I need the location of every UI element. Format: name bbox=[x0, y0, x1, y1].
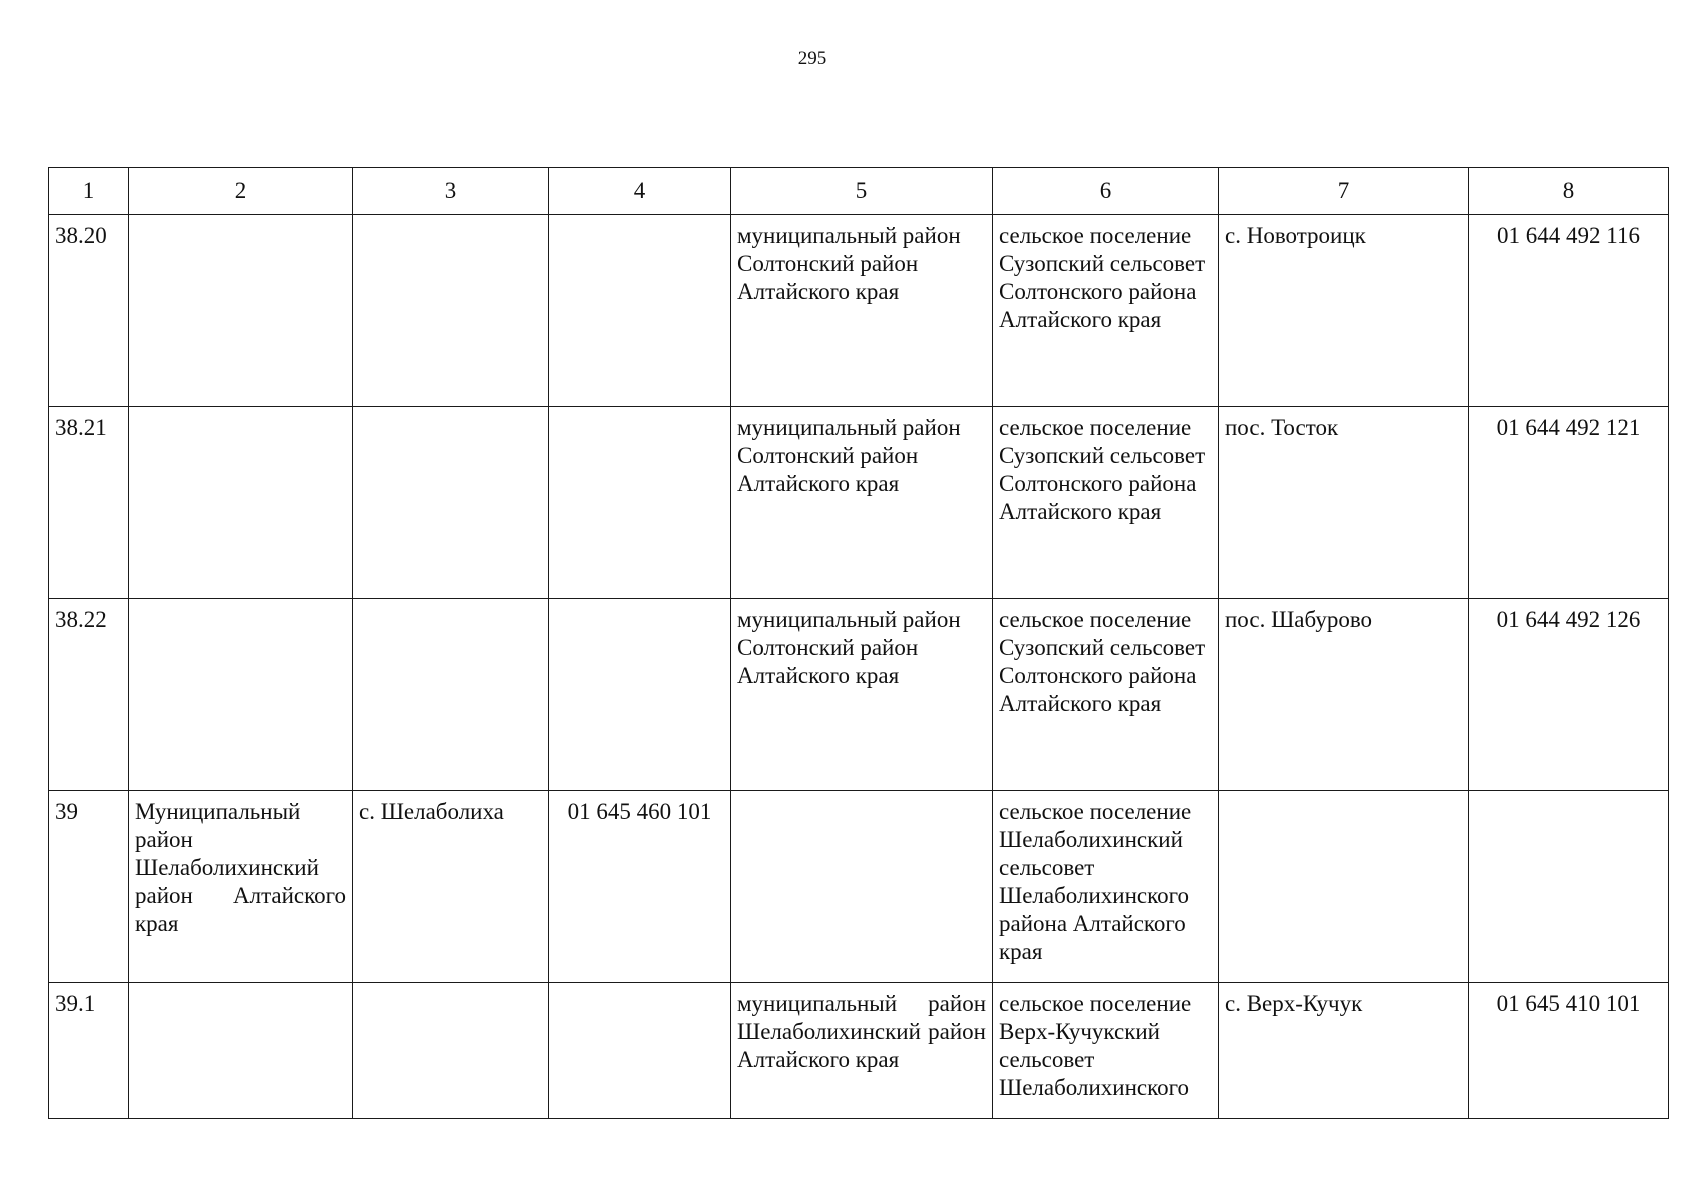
center-code-cell bbox=[549, 983, 731, 1119]
district-cell bbox=[129, 983, 353, 1119]
locality-cell: пос. Тосток bbox=[1219, 407, 1469, 599]
locality-cell bbox=[1219, 791, 1469, 983]
municipal-district-cell bbox=[731, 791, 993, 983]
page-number: 295 bbox=[797, 48, 827, 69]
column-header-8: 8 bbox=[1469, 168, 1669, 215]
locality-code-cell bbox=[1469, 791, 1669, 983]
center-code-cell: 01 645 460 101 bbox=[549, 791, 731, 983]
locality-cell: с. Верх-Кучук bbox=[1219, 983, 1469, 1119]
column-header-6: 6 bbox=[993, 168, 1219, 215]
admin-center-cell bbox=[353, 407, 549, 599]
admin-center-cell bbox=[353, 983, 549, 1119]
center-code-cell bbox=[549, 599, 731, 791]
table-row bbox=[49, 407, 1669, 599]
municipal-district-cell: муниципальный район Шелаболихинский район Алтайского края bbox=[731, 983, 993, 1119]
district-cell bbox=[129, 407, 353, 599]
municipal-district-cell: муниципальный район Солтонский район Алтайского края bbox=[731, 215, 993, 407]
row-number-cell: 38.22 bbox=[49, 599, 129, 791]
table-row bbox=[49, 983, 1669, 1119]
column-header-1: 1 bbox=[49, 168, 129, 215]
column-header-5: 5 bbox=[731, 168, 993, 215]
locality-code-cell: 01 644 492 116 bbox=[1469, 215, 1669, 407]
center-code-cell bbox=[549, 407, 731, 599]
column-header-3: 3 bbox=[353, 168, 549, 215]
district-cell bbox=[129, 215, 353, 407]
table-row bbox=[49, 791, 1669, 983]
settlement-cell: сельское поселение Верх-Кучукский сельсовет Шелаболихинского bbox=[993, 983, 1219, 1119]
locality-cell: с. Новотроицк bbox=[1219, 215, 1469, 407]
column-header-2: 2 bbox=[129, 168, 353, 215]
center-code-cell bbox=[549, 215, 731, 407]
settlement-cell: сельское поселение Сузопский сельсовет Солтонского района Алтайского края bbox=[993, 215, 1219, 407]
table-row bbox=[49, 599, 1669, 791]
column-header-4: 4 bbox=[549, 168, 731, 215]
header-row bbox=[49, 168, 1669, 215]
locality-code-cell: 01 644 492 126 bbox=[1469, 599, 1669, 791]
admin-center-cell: с. Шелаболиха bbox=[353, 791, 549, 983]
settlement-cell: сельское поселение Сузопский сельсовет Солтонского района Алтайского края bbox=[993, 599, 1219, 791]
municipal-district-cell: муниципальный район Солтонский район Алтайского края bbox=[731, 599, 993, 791]
municipal-register-table bbox=[48, 167, 1669, 1119]
admin-center-cell bbox=[353, 599, 549, 791]
locality-code-cell: 01 644 492 121 bbox=[1469, 407, 1669, 599]
municipal-district-cell: муниципальный район Солтонский район Алтайского края bbox=[731, 407, 993, 599]
row-number-cell: 39 bbox=[49, 791, 129, 983]
settlement-cell: сельское поселение Сузопский сельсовет Солтонского района Алтайского края bbox=[993, 407, 1219, 599]
row-number-cell: 38.21 bbox=[49, 407, 129, 599]
table-row bbox=[49, 215, 1669, 407]
column-header-7: 7 bbox=[1219, 168, 1469, 215]
row-number-cell: 39.1 bbox=[49, 983, 129, 1119]
district-cell bbox=[129, 599, 353, 791]
locality-cell: пос. Шабурово bbox=[1219, 599, 1469, 791]
row-number-cell: 38.20 bbox=[49, 215, 129, 407]
district-cell: Муниципальный район Шелаболихинский район Алтайского края bbox=[129, 791, 353, 983]
settlement-cell: сельское поселение Шелаболихинский сельсовет Шелаболихинского района Алтайского края bbox=[993, 791, 1219, 983]
admin-center-cell bbox=[353, 215, 549, 407]
locality-code-cell: 01 645 410 101 bbox=[1469, 983, 1669, 1119]
